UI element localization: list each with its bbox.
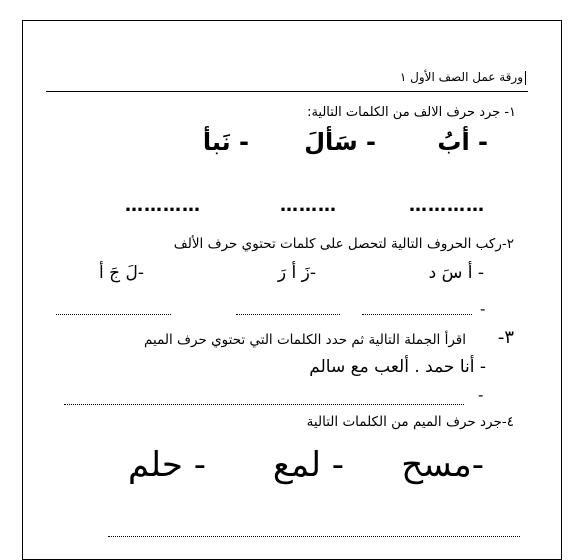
- q2-letters-3: -لَ جَ أ: [99, 263, 144, 283]
- q1-answer-blank-3[interactable]: …………: [125, 195, 201, 216]
- q3-answer-dash: -: [478, 386, 484, 404]
- q2-answer-line-1[interactable]: [362, 314, 472, 315]
- q1-word-1: - أبُ: [437, 128, 488, 156]
- header-underline: [46, 91, 528, 92]
- q3-instruction: اقرأ الجملة التالية ثم حدد الكلمات التي تحتوي حرف الميم: [144, 332, 466, 348]
- q1-word-2: - سَألَ: [304, 128, 376, 156]
- q3-answer-line[interactable]: [64, 404, 464, 405]
- q4-word-2: - لمع: [272, 445, 344, 485]
- q3-sentence: - أنا حمد . ألعب مع سالم: [309, 357, 486, 377]
- q2-letters-2: -زَ أ رَ: [277, 263, 316, 283]
- q1-answer-blank-2[interactable]: ………: [280, 195, 337, 216]
- q1-answer-blank-1[interactable]: …………: [409, 195, 485, 216]
- text-cursor: [525, 71, 526, 85]
- q2-instruction: ٢-ركب الحروف التالية لتحصل على كلمات تحتوي حرف الألف: [173, 236, 514, 252]
- q3-number: ٣-: [497, 327, 514, 348]
- q2-answer-dash: -: [480, 300, 486, 318]
- q1-word-3: - نَبأ: [202, 128, 249, 156]
- worksheet-title-text: ورقة عمل الصف الأول ١: [399, 70, 523, 84]
- q2-letters-1: - أ سَ د: [428, 263, 484, 283]
- worksheet-title: [400, 70, 526, 85]
- q1-instruction: ١- جرد حرف الالف من الكلمات التالية:: [307, 105, 516, 120]
- q4-instruction: ٤-جرد حرف الميم من الكلمات التالية: [306, 414, 514, 430]
- q2-answer-line-3[interactable]: [56, 314, 171, 315]
- q4-word-1: -مسح: [401, 445, 484, 485]
- q4-answer-line[interactable]: [108, 536, 520, 537]
- q4-word-3: - حلم: [128, 445, 206, 485]
- q2-answer-line-2[interactable]: [236, 314, 340, 315]
